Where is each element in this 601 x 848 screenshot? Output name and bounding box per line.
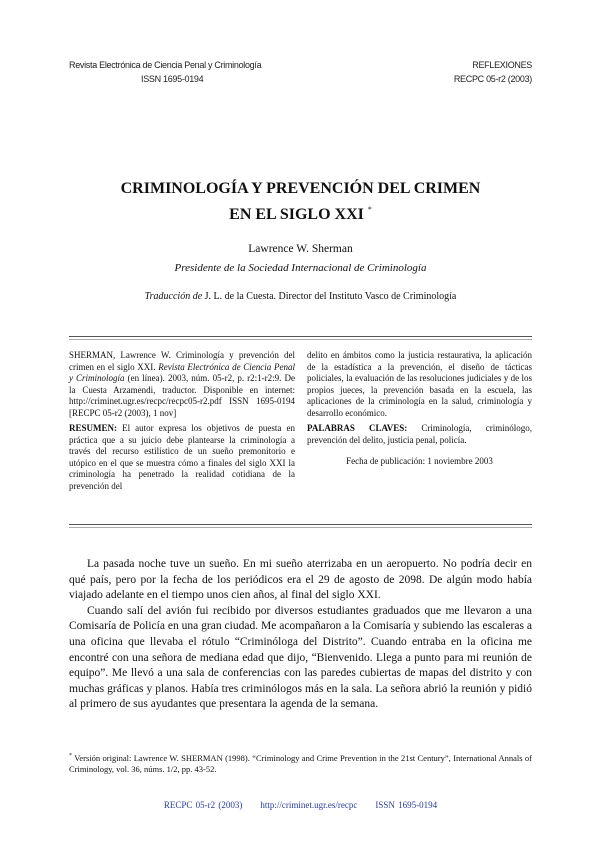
translator-label: Traducción de [144, 291, 203, 302]
footer-issn: ISSN 1695-0194 [375, 800, 438, 810]
article-ref: RECPC 05-r2 (2003) [453, 74, 532, 84]
resumen-label: RESUMEN: [69, 423, 118, 433]
footer-ref: RECPC 05-r2 (2003) [163, 800, 243, 810]
title-line-2 [60, 199, 541, 225]
abstract-bottom-divider [69, 524, 532, 528]
keywords-paragraph [307, 423, 532, 446]
citation-text-b: (en línea). 2003, núm. 05-r2, p. r2:1-r2:9. De la Cuesta Arzamendi, traductor. Disponible en internet: http://criminet.ugr.es/recpc/recpc05-r2.pdf ISSN 1695-0194 [RECPC 05-r2 (2003), 1 nov] [69, 373, 295, 418]
journal-issn: ISSN 1695-0194 [141, 74, 204, 84]
body-paragraph-2: Cuando salí del avión fui recibido por diversos estudiantes graduados que me llevaron a una Comisaría de Policía en una gran ciudad. Me acompañaron a la Comisaría y subiendo las escaleras a una oficina que llevaba el rótulo “Criminóloga del Distrito”. Cuando entraba en la oficina me encontré con una señora de mediana edad que dijo, “Bienvenido. Llega a punto para mi reunión de equipo”. Me llevó a una sala de conferencias con las paredes cubiertas de mapas del distrito y con muchas gráficas y planos. Había tres criminólogos más en la sala. La señora abrió la reunión y pidió al primero de sus ayudantes que presentara la agenda de la semana. [69, 604, 532, 711]
footer-url-link[interactable]: http://criminet.ugr.es/recpc [260, 800, 358, 810]
citation-paragraph [69, 350, 295, 419]
section-label: REFLEXIONES [472, 60, 532, 70]
journal-name: Revista Electrónica de Ciencia Penal y Criminología [69, 60, 262, 70]
author-name: Lawrence W. Sherman [248, 243, 353, 255]
article-title [60, 178, 541, 225]
page-footer [60, 800, 541, 810]
keywords-text: Criminología, criminólogo, prevención del delito, justicia penal, policía. [307, 423, 532, 445]
citation-journal: Revista Electrónica de Ciencia Penal y Criminología [69, 361, 295, 383]
citation-text-a: SHERMAN, Lawrence W. Criminología y prevención del crimen en el siglo XXI. [69, 350, 295, 372]
abstract-left-column [69, 350, 295, 496]
running-header-left [69, 58, 261, 86]
title-footnote-mark[interactable]: * [367, 205, 372, 214]
title-line-1: CRIMINOLOGÍA Y PREVENCIÓN DEL CRIMEN [120, 180, 481, 197]
article-body [69, 557, 532, 713]
running-header-right [454, 58, 532, 86]
translator-line [60, 291, 541, 302]
author-affiliation: Presidente de la Sociedad Internacional de Criminología [174, 262, 427, 274]
abstract-right-column [307, 350, 532, 472]
footnote [69, 751, 532, 776]
footnote-mark: * [69, 753, 72, 759]
publication-date: Fecha de publicación: 1 noviembre 2003 [346, 456, 493, 466]
title-line-2-text: EN EL SIGLO XXI [229, 206, 364, 223]
abstract-top-divider [69, 336, 532, 340]
resumen-continuation: delito en ámbitos como la justicia restaurativa, la aplicación de la estadística a la prevención, el diseño de tácticas policiales, la evaluación de las resoluciones judiciales y de los propios jueces, la prevención basada en la escuela, las aplicaciones de la criminología en la salud, criminología y desarrollo económico. [307, 350, 532, 418]
translator-text: J. L. de la Cuesta. Director del Instituto Vasco de Criminología [202, 291, 457, 302]
resumen-text: El autor expresa los objetivos de puesta en práctica que a su juicio debe plantearse la criminología a través del recurso estilístico de un sueño premonitorio e utópico en el que se muestra cómo a finales del siglo XXI la criminología ha penetrado la realidad cotidiana de la prevención del [69, 423, 295, 491]
keywords-label: PALABRAS CLAVES: [307, 423, 408, 433]
footnote-text: Versión original: Lawrence W. SHERMAN (1998). “Criminology and Crime Prevention in the 21st Century”, International Annals of Criminology, vol. 36, núms. 1/2, pp. 43-52. [69, 752, 532, 775]
body-paragraph-1: La pasada noche tuve un sueño. En mi sueño aterrizaba en un aeropuerto. No podría decir en qué país, pero por la fecha de los periódicos era el 29 de agosto de 2098. De algún modo había viajado adelante en el tiempo unos cien años, al final del siglo XXI. [69, 558, 532, 602]
resumen-paragraph [69, 423, 295, 492]
